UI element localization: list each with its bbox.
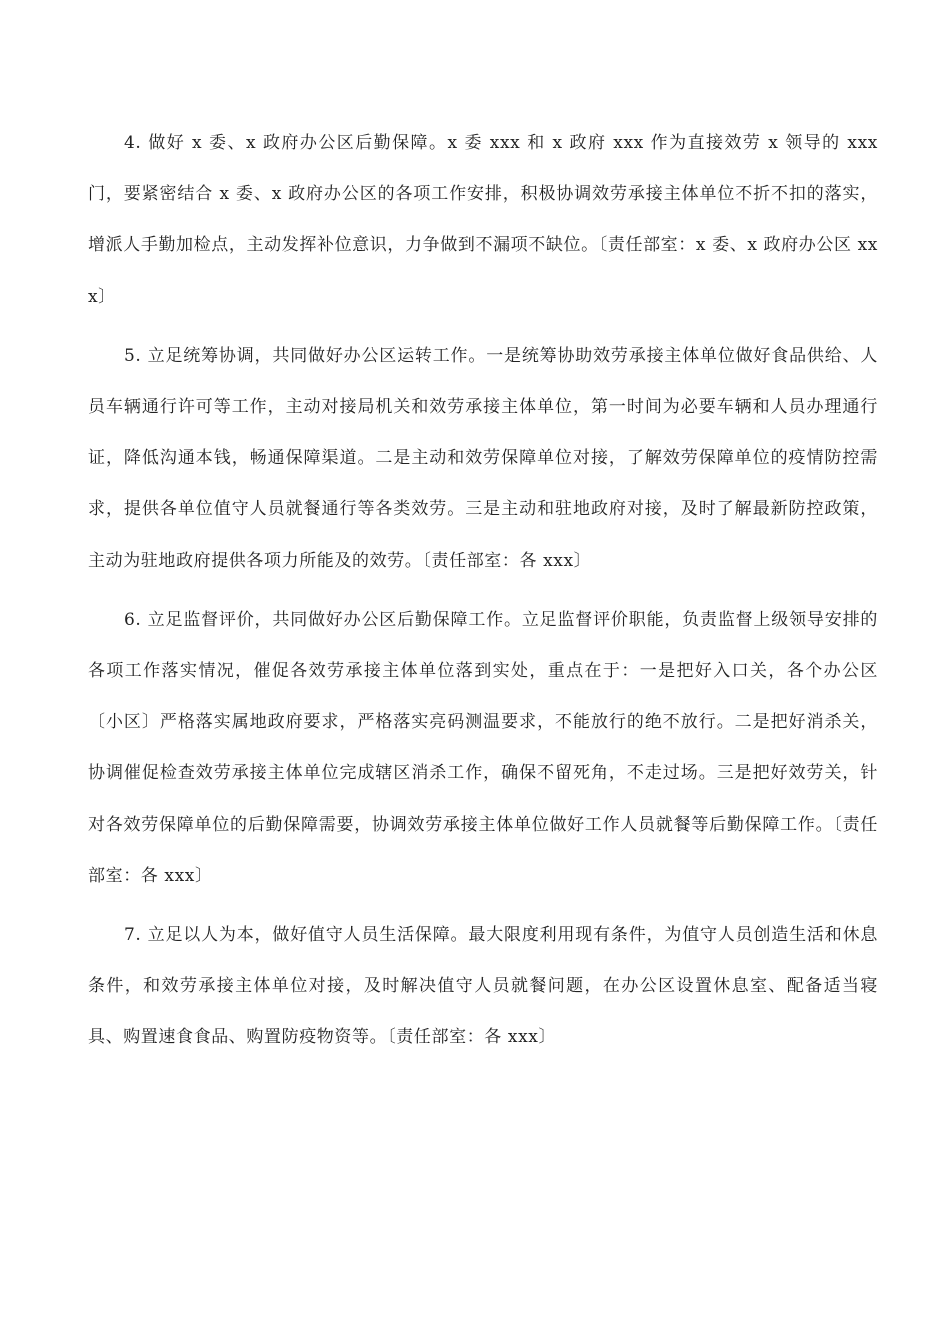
paragraph-4: 4. 做好 x 委、x 政府办公区后勤保障。x 委 xxx 和 x 政府 xxx 作为直接效劳 x 领导的 xxx 门，要紧密结合 x 委、x 政府办公区的各项工作安排，积极协调效劳承接主体单位不折不扣的落实，增派人手勤加检点，主动发挥补位意识，力争做到不漏项不缺位。〔责任部室：x 委、x 政府办公区 xxx〕 — [88, 133, 878, 307]
document-body — [88, 118, 878, 1072]
paragraph-5: 5. 立足统筹协调，共同做好办公区运转工作。一是统筹协助效劳承接主体单位做好食品供给、人员车辆通行许可等工作，主动对接局机关和效劳承接主体单位，第一时间为必要车辆和人员办理通行证，降低沟通本钱，畅通保障渠道。二是主动和效劳保障单位对接，了解效劳保障单位的疫情防控需求，提供各单位值守人员就餐通行等各类效劳。三是主动和驻地政府对接，及时了解最新防控政策，主动为驻地政府提供各项力所能及的效劳。〔责任部室：各 xxx〕 — [88, 345, 878, 571]
paragraph-6: 6. 立足监督评价，共同做好办公区后勤保障工作。立足监督评价职能，负责监督上级领导安排的各项工作落实情况，催促各效劳承接主体单位落到实处，重点在于：一是把好入口关，各个办公区〔小区〕严格落实属地政府要求，严格落实亮码测温要求，不能放行的绝不放行。二是把好消杀关，协调催促检查效劳承接主体单位完成辖区消杀工作，确保不留死角，不走过场。三是把好效劳关，针对各效劳保障单位的后勤保障需要，协调效劳承接主体单位做好工作人员就餐等后勤保障工作。〔责任部室：各 xxx〕 — [88, 609, 878, 886]
paragraph-7: 7. 立足以人为本，做好值守人员生活保障。最大限度利用现有条件，为值守人员创造生活和休息条件，和效劳承接主体单位对接，及时解决值守人员就餐问题，在办公区设置休息室、配备适当寝具、购置速食食品、购置防疫物资等。〔责任部室：各 xxx〕 — [88, 925, 878, 1048]
